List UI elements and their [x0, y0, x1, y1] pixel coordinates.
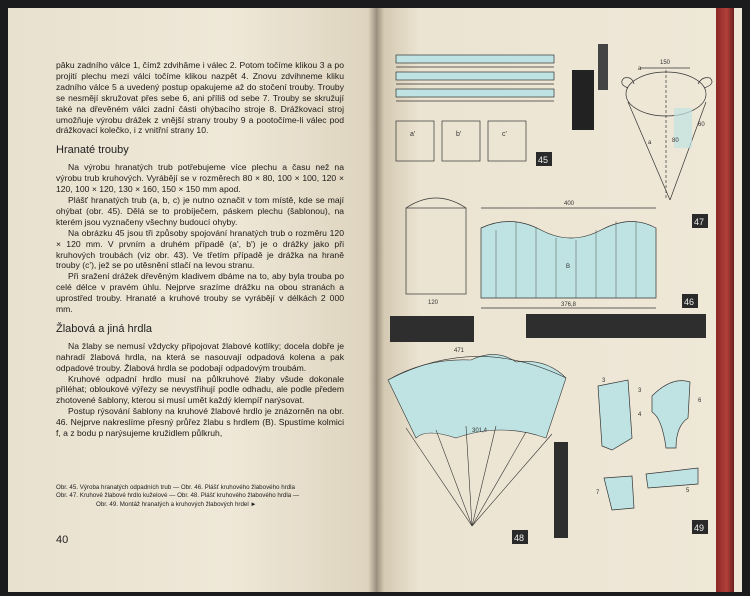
figure-46 — [406, 198, 656, 308]
figure-49 — [598, 380, 698, 510]
heading-zlabova-hrdla: Žlabová a jiná hrdla — [56, 322, 153, 335]
fig-number-49: 49 — [694, 523, 705, 533]
dim-301: 301,4 — [472, 428, 488, 434]
book-spread — [8, 8, 742, 592]
caption-line: Obr. 47. Kruhové žlabové hrdlo kuželové — Obr. 48. Plášť kruhového žlabového hrdla — — [56, 492, 300, 500]
body-text — [56, 60, 344, 439]
label-b: b' — [456, 131, 462, 138]
label-5: 5 — [686, 488, 690, 494]
right-page — [376, 8, 742, 592]
caption-line: Obr. 45. Výroba hranatých odpadních trub — Obr. 46. Plášť kruhového žlabového hrdla — [56, 484, 295, 491]
paragraph: Kruhové odpadní hrdlo musí na půlkruhové žlaby všude dokonale přiléhat; obloukové výřezy se nevystřihují podle odhadu, ale podle předem zhotovené šablony, kterou si musí umět každý klempíř narýsovat. — [56, 373, 344, 406]
fig-number-47: 47 — [694, 217, 705, 227]
figure-captions — [56, 484, 346, 509]
paragraph: Při sražení drážek dřevěným kladivem dbáme na to, aby byla trouba po celé délce v pravém úhlu. Nejprve srazíme drážku na obou stranách a uprostřed trouby. Hranaté a kruhové trouby se vyrábějí v délkách 2 000 mm. — [56, 271, 344, 315]
figure-48 — [388, 354, 566, 526]
dim-400: 400 — [564, 201, 575, 207]
label-c: c' — [502, 131, 507, 138]
figure-47 — [622, 68, 712, 200]
fig-number-46: 46 — [684, 297, 695, 307]
paragraph: Postup rýsování šablony na kruhové žlabové hrdlo je znázorněn na obr. 46. Nejprve nakreslíme přesný průřez žlabu s hrdlem (B). Spustíme kolmici f, a z bodu p narýsujeme kružidlem půlkruh, — [56, 406, 344, 439]
dim-376: 376,8 — [561, 302, 577, 308]
left-page — [8, 8, 376, 592]
label-7: 7 — [596, 490, 600, 496]
label-6: 6 — [698, 398, 702, 404]
paragraph-intro: pâku zadního válce 1, čímž zdvihâme i válec 2. Potom točíme klikou 3 a po projití plechu mezi válci točíme klikou nazpět 4. Znovu zdvihneme kliku zadního válce 5 a uvedený postup opakujeme až do stočení trouby. Trouby se nesmějí skružovat přes sebe 6, ani příliš od sebe 7. Trouby se skružují také na dřevěném válci zadní části ohýbacího stroje 8. Drážkovací stroj umožňuje výrobu drážek z vnější strany trouby 9 a pootočíme-li válec pod drážkovací kolečko, i z vnitřní strany 10. — [56, 60, 344, 136]
dim-471: 471 — [454, 348, 465, 354]
dim-150: 150 — [660, 60, 671, 66]
figure-45-labels — [410, 131, 507, 138]
fig-number-48: 48 — [514, 533, 525, 543]
label-3: 3 — [602, 378, 606, 384]
dim-120: 120 — [428, 300, 439, 306]
caption-line: Obr. 49. Montáž hranatých a kruhových žlabových hrdel ► — [96, 500, 257, 508]
heading-hranate-trouby: Hranaté trouby — [56, 144, 129, 157]
dim-60: 60 — [698, 122, 705, 128]
dim-a2: a — [648, 140, 652, 146]
label-4: 4 — [638, 412, 642, 418]
dim-80: 80 — [672, 138, 679, 144]
illustrations — [376, 8, 742, 592]
label-B: B — [566, 264, 571, 270]
paragraph: Na výrobu hranatých trub potřebujeme více plechu a času než na výrobu trub kruhových. Vyrábějí se v rozměrech 80 × 80, 100 × 100, 120 × 120, 100 × 120, 130 × 160, 150 × 150 mm apod. — [56, 162, 344, 195]
figure-47-dims — [638, 60, 705, 146]
label-a: a' — [410, 131, 416, 138]
paragraph: Na žlaby se nemusí vždycky připojovat žlabové kotlíky; docela dobře je nahradí žlabová hrdla, na která se nasouvají odpadová kolena a pak odpadové trouby. Žlabová hrdla se podobají odpadovým troubám. — [56, 340, 344, 373]
paragraph: Plášť hranatých trub (a, b, c) je nutno označit v tom místě, kde se mají ohýbat (obr. 45). Dělá se to probíječem, páskem plechu (šablonou), na kterém jsou vyznačeny všechny budoucí ohyby. — [56, 194, 344, 227]
figure-45 — [396, 44, 608, 161]
paragraph: Na obrázku 45 jsou tři způsoby spojování hranatých trub o rozměru 120 × 120 mm. V prvním a druhém případě (a', b') je o drážky jako při kruhových troubách (viz obr. 43). Ve třetím případě je drážka na hraně trouby (c'), jež se po utěsnění stlačí na levou stranu. — [56, 227, 344, 271]
book-gutter — [368, 8, 384, 592]
fig-number-45: 45 — [538, 155, 549, 165]
label-3b: 3 — [638, 388, 642, 394]
page-number: 40 — [56, 534, 69, 546]
book-edge — [716, 8, 734, 592]
dim-a: a — [638, 66, 642, 72]
